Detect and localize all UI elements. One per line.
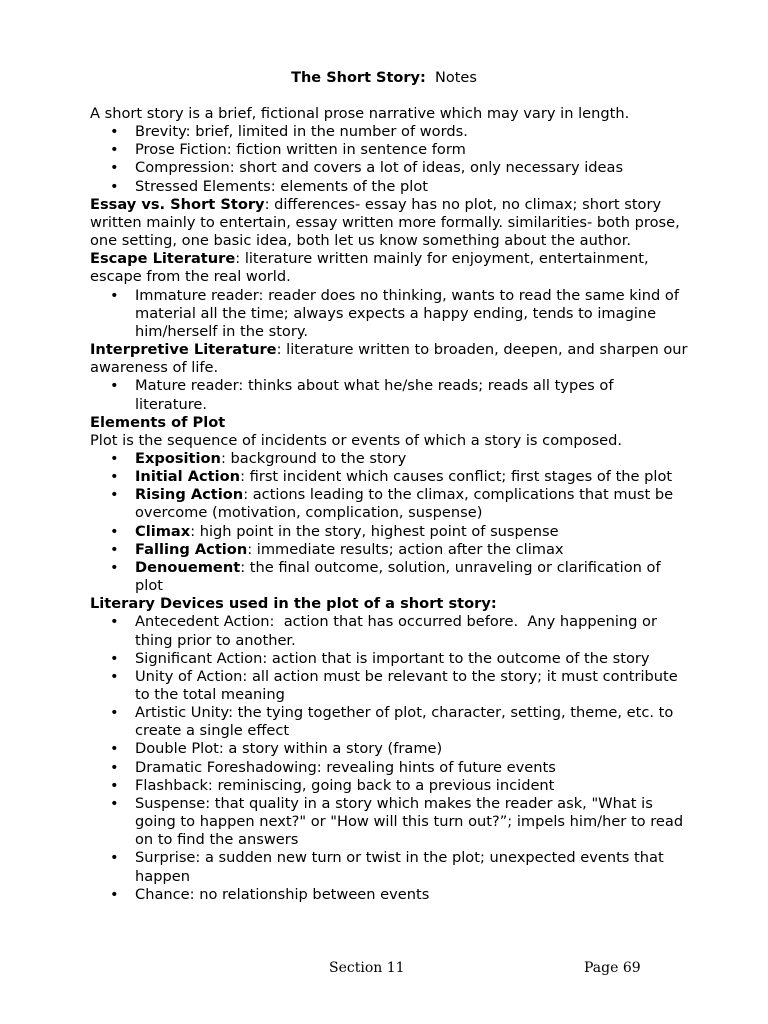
bullet-icon: • xyxy=(110,849,119,867)
bullet-icon: • xyxy=(110,540,119,558)
list-item-text: Surprise: a sudden new turn or twist in the plot; unexpected events that happen xyxy=(135,849,664,885)
bullet-icon: • xyxy=(110,522,119,540)
plot-intro: Plot is the sequence of incidents or events of which a story is composed. xyxy=(90,431,623,449)
list-item xyxy=(90,650,690,668)
interpretive-term: Interpretive Literature xyxy=(90,341,277,359)
bullet-icon: • xyxy=(110,758,119,776)
plot-term: Falling Action xyxy=(135,540,248,558)
list-item-text: Significant Action: action that is important to the outcome of the story xyxy=(135,649,650,667)
plot-bullet-list xyxy=(90,450,690,595)
bullet-icon: • xyxy=(110,704,119,722)
list-item xyxy=(90,541,690,559)
bullet-icon: • xyxy=(110,649,119,667)
list-item xyxy=(90,849,690,885)
bullet-icon: • xyxy=(110,667,119,685)
list-item xyxy=(90,759,690,777)
escape-bullet-list xyxy=(90,287,690,341)
bullet-icon: • xyxy=(110,885,119,903)
list-item xyxy=(90,287,690,341)
list-item-text: Unity of Action: all action must be relevant to the story; it must contribute to the total meaning xyxy=(135,667,678,703)
list-item-text: Antecedent Action: action that has occurred before. Any happening or thing prior to another. xyxy=(135,613,662,649)
bullet-icon: • xyxy=(110,486,119,504)
list-item-text: Prose Fiction: fiction written in sentence form xyxy=(135,141,466,159)
list-item-text: Double Plot: a story within a story (frame) xyxy=(135,740,443,758)
escape-text: : literature written mainly for enjoyment, entertainment, escape from the real world. xyxy=(90,250,649,286)
plot-term: Climax xyxy=(135,522,191,540)
plot-term: Exposition xyxy=(135,449,221,467)
list-item-text: Flashback: reminiscing, going back to a previous incident xyxy=(135,776,555,794)
list-item xyxy=(90,450,690,468)
list-item-text: Immature reader: reader does no thinking, wants to read the same kind of material all the time; always expects a happy ending, tends to imagine him/herself in the story. xyxy=(135,286,679,340)
page-title-bold: The Short Story: xyxy=(291,70,426,86)
list-item xyxy=(90,523,690,541)
bullet-icon: • xyxy=(110,123,119,141)
list-item xyxy=(90,668,690,704)
footer-section: Section 11 xyxy=(329,960,405,976)
bullet-icon: • xyxy=(110,159,119,177)
plot-text: : background to the story xyxy=(220,449,407,467)
plot-term: Initial Action xyxy=(135,468,241,486)
plot-text: : actions leading to the climax, complications that must be overcome (motivation, complication, suspense) xyxy=(135,486,674,522)
bullet-icon: • xyxy=(110,613,119,631)
bullet-icon: • xyxy=(110,776,119,794)
page-title-rest: Notes xyxy=(425,70,477,86)
list-item-text: Dramatic Foreshadowing: revealing hints of future events xyxy=(135,758,556,776)
bullet-icon: • xyxy=(110,740,119,758)
bullet-icon: • xyxy=(110,177,119,195)
list-item xyxy=(90,159,690,177)
list-item xyxy=(90,178,690,196)
bullet-icon: • xyxy=(110,794,119,812)
escape-term: Escape Literature xyxy=(90,250,236,268)
plot-term: Rising Action xyxy=(135,486,244,504)
list-item xyxy=(90,886,690,904)
list-item xyxy=(90,795,690,849)
list-item xyxy=(90,123,690,141)
plot-text: : first incident which causes conflict; first stages of the plot xyxy=(240,468,673,486)
page-title xyxy=(0,69,768,87)
footer-page-number: Page 69 xyxy=(584,960,641,976)
list-item-text: Chance: no relationship between events xyxy=(135,885,430,903)
list-item-text: Brevity: brief, limited in the number of words. xyxy=(135,123,468,141)
intro-paragraph: A short story is a brief, fictional prose narrative which may vary in length. xyxy=(90,105,630,122)
list-item-text: Mature reader: thinks about what he/she reads; reads all types of literature. xyxy=(135,377,614,413)
interpretive-bullet-list xyxy=(90,377,690,413)
essay-term: Essay vs. Short Story xyxy=(90,195,265,213)
list-item xyxy=(90,468,690,486)
bullet-icon: • xyxy=(110,468,119,486)
plot-text: : high point in the story, highest point of suspense xyxy=(190,522,559,540)
intro-bullet-list xyxy=(90,123,690,196)
plot-heading: Elements of Plot xyxy=(90,413,226,431)
list-item xyxy=(90,613,690,649)
list-item xyxy=(90,777,690,795)
list-item-text: Compression: short and covers a lot of ideas, only necessary ideas xyxy=(135,159,624,177)
list-item xyxy=(90,377,690,413)
list-item xyxy=(90,559,690,595)
devices-bullet-list xyxy=(90,613,690,904)
list-item xyxy=(90,740,690,758)
list-item-text: Artistic Unity: the tying together of plot, character, setting, theme, etc. to create a single effect xyxy=(135,704,674,740)
interpretive-paragraph xyxy=(90,341,690,377)
document-body xyxy=(90,105,690,904)
plot-text: : immediate results; action after the climax xyxy=(247,540,564,558)
bullet-icon: • xyxy=(110,286,119,304)
escape-paragraph xyxy=(90,250,690,286)
essay-paragraph xyxy=(90,196,690,250)
devices-heading: Literary Devices used in the plot of a short story: xyxy=(90,595,497,613)
plot-term: Denouement xyxy=(135,558,241,576)
list-item-text: Stressed Elements: elements of the plot xyxy=(135,177,428,195)
list-item xyxy=(90,486,690,522)
interpretive-text: : literature written to broaden, deepen, and sharpen our awareness of life. xyxy=(90,341,688,377)
list-item xyxy=(90,141,690,159)
essay-text: : differences- essay has no plot, no climax; short story written mainly to entertain, essay written more formally. similarities- both prose, one setting, one basic idea, both let us know something about the author. xyxy=(90,195,680,250)
plot-text: : the final outcome, solution, unraveling or clarification of plot xyxy=(135,558,661,595)
bullet-icon: • xyxy=(110,377,119,395)
bullet-icon: • xyxy=(110,449,119,467)
bullet-icon: • xyxy=(110,141,119,159)
list-item xyxy=(90,704,690,740)
list-item-text: Suspense: that quality in a story which makes the reader ask, "What is going to happen next?" or "How will this turn out?”; impels him/her to read on to find the answers xyxy=(135,794,684,849)
bullet-icon: • xyxy=(110,558,119,576)
